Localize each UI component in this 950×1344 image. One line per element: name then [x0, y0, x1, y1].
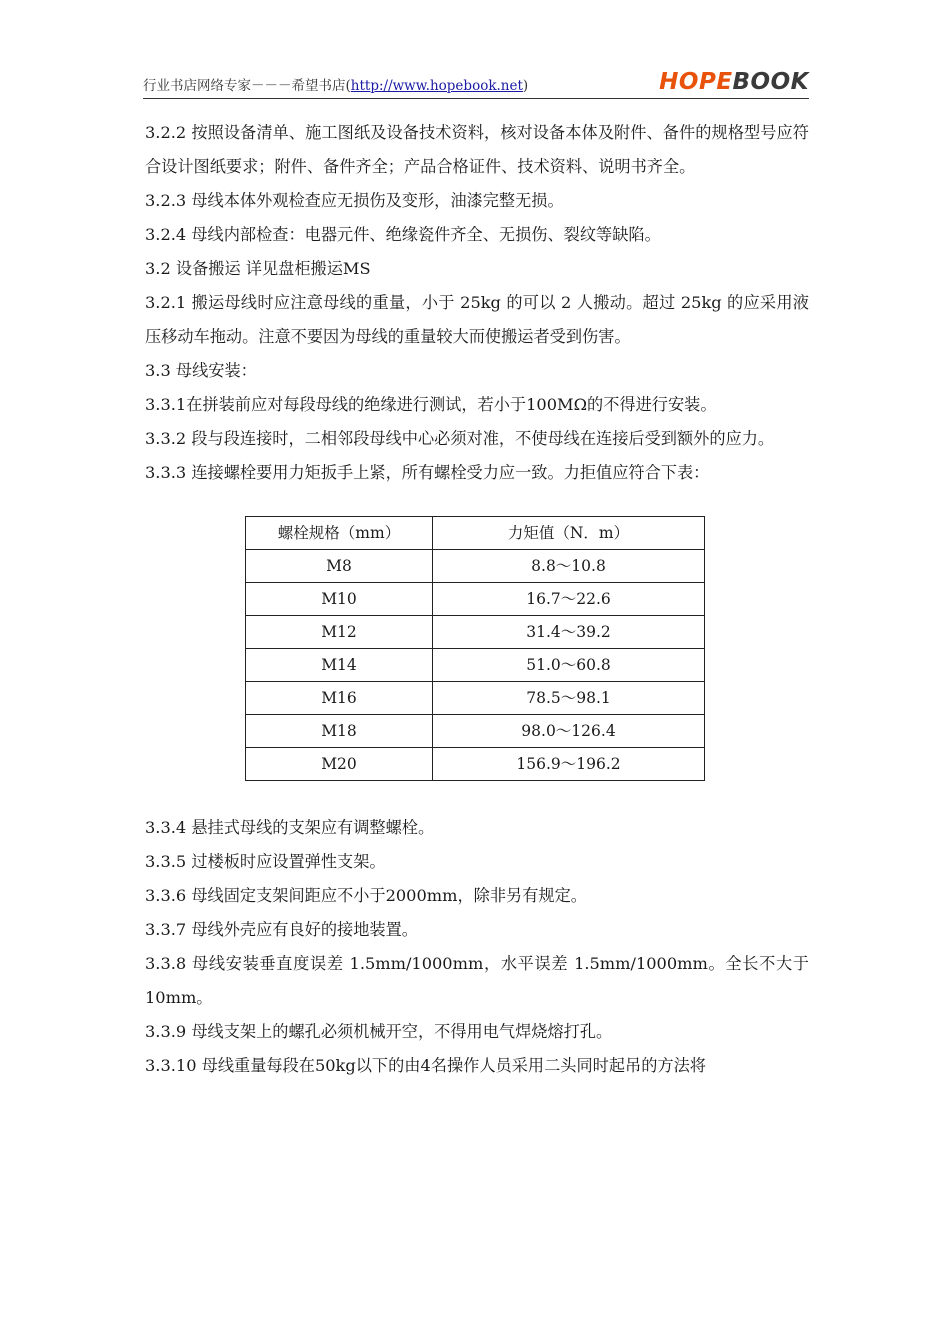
torque-value-cell: 31.4～39.2: [433, 616, 705, 649]
table-row: [246, 616, 705, 649]
hopebook-logo: [659, 69, 809, 95]
paragraph: 3.3.2 段与段连接时，二相邻段母线中心必须对准，不使母线在连接后受到额外的应力。: [145, 429, 775, 448]
header-text: [143, 74, 528, 94]
header-prefix: 行业书店网络专家－－－希望书店(: [143, 78, 351, 94]
document-body: [145, 116, 809, 1083]
paragraph: 3.2.3 母线本体外观检查应无损伤及变形，油漆完整无损。: [145, 191, 564, 210]
table-row: [246, 550, 705, 583]
paragraph: 3.2.1 搬运母线时应注意母线的重量，小于 25kg 的可以 2 人搬动。超过 25kg 的应采用液压移动车拖动。注意不要因为母线的重量较大而使搬运者受到伤害。: [145, 293, 809, 346]
torque-value-cell: 78.5～98.1: [433, 682, 705, 715]
bolt-spec-cell: M16: [246, 682, 433, 715]
table-row: [246, 715, 705, 748]
table-row: [246, 649, 705, 682]
paragraph: 3.3.1在拼装前应对每段母线的绝缘进行测试，若小于100MΩ的不得进行安装。: [145, 395, 717, 414]
section-heading: 3.3 母线安装：: [145, 361, 257, 380]
bolt-spec-cell: M8: [246, 550, 433, 583]
torque-value-cell: 51.0～60.8: [433, 649, 705, 682]
paragraph: 3.3.10 母线重量每段在50kg以下的由4名操作人员采用二头同时起吊的方法将: [145, 1056, 706, 1075]
paragraph: 3.3.4 悬挂式母线的支架应有调整螺栓。: [145, 818, 435, 837]
header-torque-value: 力矩值（N．m）: [433, 517, 705, 550]
hopebook-link[interactable]: http://www.hopebook.net: [350, 78, 523, 94]
paragraph: 3.2.2 按照设备清单、施工图纸及设备技术资料，核对设备本体及附件、备件的规格型号应符合设计图纸要求；附件、备件齐全；产品合格证件、技术资料、说明书齐全。: [145, 123, 809, 176]
table-header-row: [246, 517, 705, 550]
paragraph: 3.3.9 母线支架上的螺孔必须机械开空，不得用电气焊烧熔打孔。: [145, 1022, 613, 1041]
logo-book: BOOK: [732, 69, 809, 95]
paragraph: 3.2 设备搬运 详见盘柜搬运MS: [145, 259, 371, 278]
table-row: [246, 748, 705, 781]
paragraph: 3.3.6 母线固定支架间距应不小于2000mm，除非另有规定。: [145, 886, 587, 905]
torque-value-cell: 8.8～10.8: [433, 550, 705, 583]
table-row: [246, 682, 705, 715]
torque-value-cell: 156.9～196.2: [433, 748, 705, 781]
paragraph: 3.3.5 过楼板时应设置弹性支架。: [145, 852, 386, 871]
bolt-spec-cell: M12: [246, 616, 433, 649]
torque-table: [245, 516, 705, 781]
torque-value-cell: 16.7～22.6: [433, 583, 705, 616]
paragraph: 3.3.7 母线外壳应有良好的接地装置。: [145, 920, 418, 939]
bolt-spec-cell: M10: [246, 583, 433, 616]
paragraph: 3.3.3 连接螺栓要用力矩扳手上紧，所有螺栓受力应一致。力拒值应符合下表：: [145, 463, 710, 482]
paragraph: 3.2.4 母线内部检查：电器元件、绝缘瓷件齐全、无损伤、裂纹等缺陷。: [145, 225, 661, 244]
torque-value-cell: 98.0～126.4: [433, 715, 705, 748]
torque-table-wrapper: [245, 516, 705, 781]
paragraph: 3.3.8 母线安装垂直度误差 1.5mm/1000mm，水平误差 1.5mm/1000mm。全长不大于10mm。: [145, 954, 809, 1007]
bolt-spec-cell: M18: [246, 715, 433, 748]
page-header: [143, 64, 809, 99]
table-row: [246, 583, 705, 616]
header-bolt-spec: 螺栓规格（mm）: [246, 517, 433, 550]
header-suffix: ): [522, 78, 529, 94]
logo-hope: HOPE: [659, 69, 733, 95]
bolt-spec-cell: M14: [246, 649, 433, 682]
bolt-spec-cell: M20: [246, 748, 433, 781]
